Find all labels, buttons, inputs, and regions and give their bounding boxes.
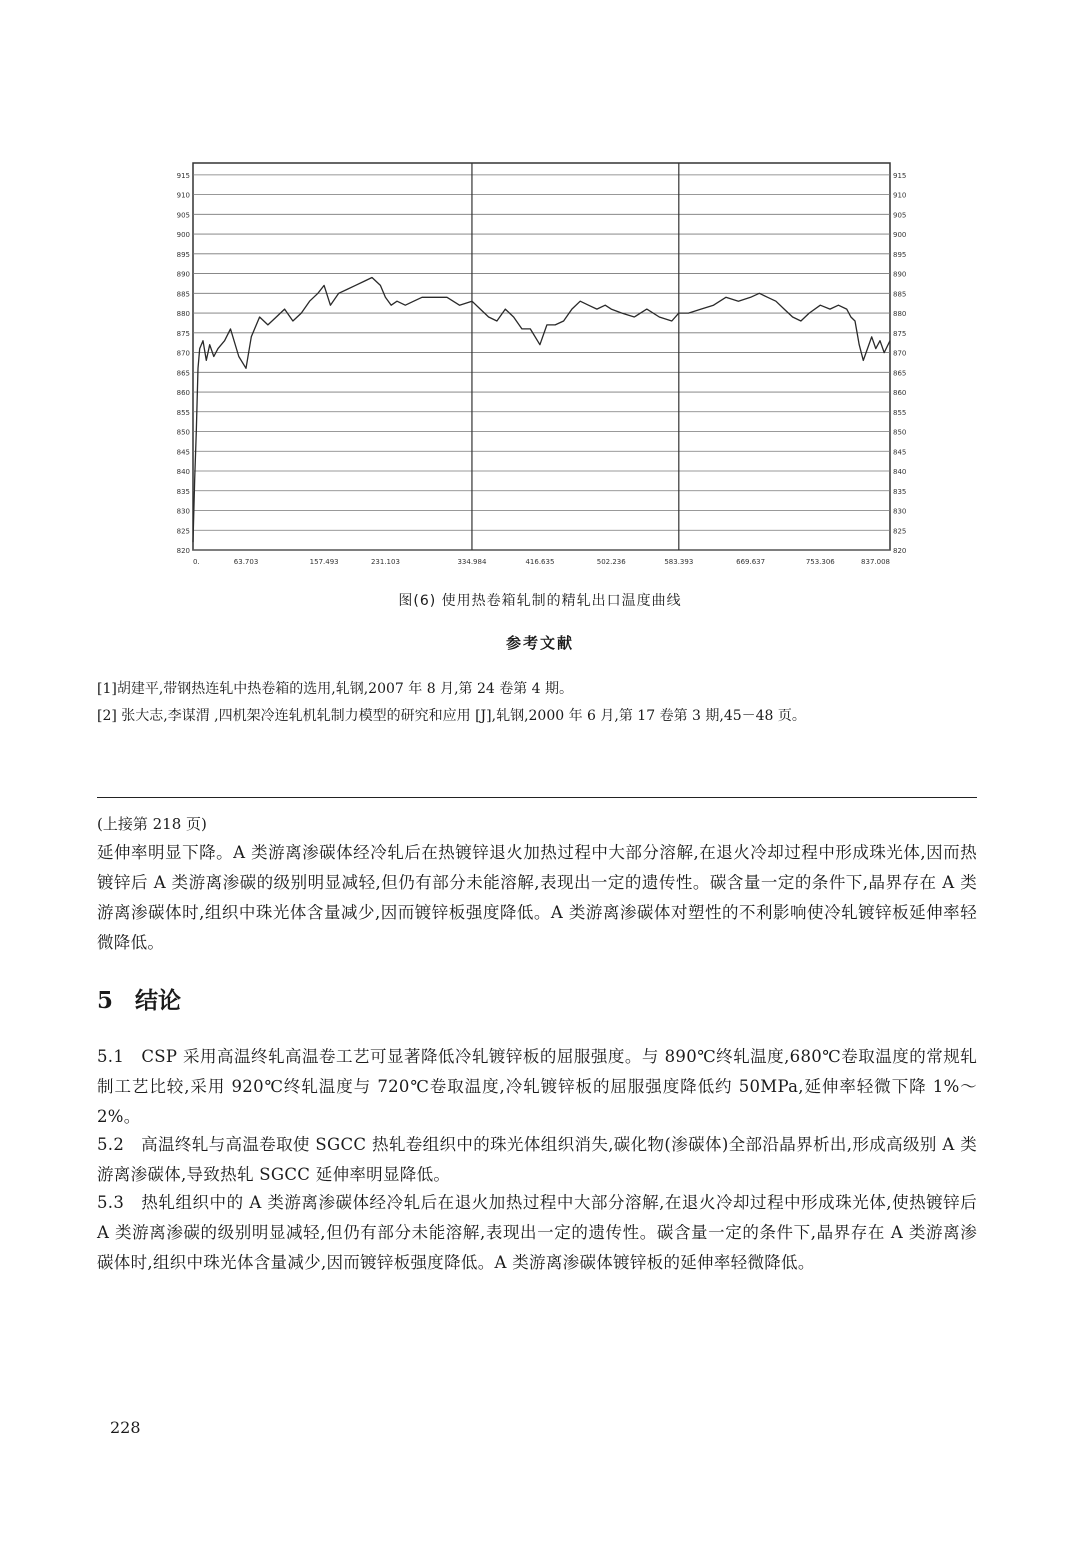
y-tick-label-left: 910 [176, 191, 190, 200]
x-tick-label: 334.984 [457, 558, 487, 566]
x-tick-label: 63.703 [233, 558, 259, 566]
y-tick-label-right: 855 [893, 408, 907, 417]
y-tick-label-right: 895 [893, 250, 907, 259]
y-tick-label-left: 895 [176, 250, 190, 259]
y-tick-label-left: 870 [176, 349, 190, 358]
x-tick-label: 669.637 [736, 558, 766, 566]
y-tick-label-right: 905 [893, 211, 907, 220]
y-tick-label-right: 845 [893, 448, 907, 457]
x-tick-label: 583.393 [664, 558, 694, 566]
divider-line [97, 797, 977, 798]
x-tick-label: 837.008 [861, 558, 890, 566]
y-tick-label-right: 835 [893, 487, 907, 496]
x-tick-label: 0. [193, 558, 200, 566]
y-tick-label-left: 890 [176, 270, 190, 279]
conclusion-paragraph: 5.1 CSP 采用高温终轧高温卷工艺可显著降低冷轧镀锌板的屈服强度。与 890℃终轧温度,680℃卷取温度的常规轧制工艺比较,采用 920℃终轧温度与 720℃卷取温度,冷轧镀锌板的屈服强度降低约 50MPa,延伸率轻微下降 1%～2%。 [97, 1047, 977, 1126]
y-tick-label-left: 830 [176, 507, 190, 516]
continuation-note: (上接第 218 页) [97, 815, 207, 833]
y-tick-label-left: 905 [176, 211, 190, 220]
y-tick-label-right: 870 [893, 349, 907, 358]
conclusion-paragraph: 5.3 热轧组织中的 A 类游离渗碳体经冷轧后在退火加热过程中大部分溶解,在退火冷却过程中形成珠光体,使热镀锌后 A 类游离渗碳的级别明显减轻,但仍有部分未能溶解,表现出一定的遗传性。碳含量一定的条件下,晶界存在 A 类游离渗碳体时,组织中珠光体含量减少,因而镀锌板强度降低。A 类游离渗碳体镀锌板的延伸率轻微降低。 [97, 1193, 977, 1272]
reference-item: [2] 张大志,李谋渭 ,四机架冷连轧机轧制力模型的研究和应用 [J],轧钢,2000 年 6 月,第 17 卷第 3 期,45－48 页。 [97, 708, 806, 724]
y-tick-label-left: 840 [176, 468, 190, 477]
temperature-chart [165, 155, 915, 575]
y-tick-label-right: 890 [893, 270, 907, 279]
y-tick-label-left: 825 [176, 527, 190, 536]
x-tick-label: 157.493 [309, 558, 339, 566]
x-tick-label: 502.236 [596, 558, 626, 566]
y-tick-label-left: 850 [176, 428, 190, 437]
section-title: 结论 [135, 987, 181, 1014]
y-tick-label-left: 865 [176, 369, 190, 378]
chart-svg [165, 155, 915, 575]
reference-list [97, 676, 977, 730]
y-tick-label-left: 820 [176, 547, 190, 555]
y-tick-label-left: 880 [176, 310, 190, 319]
plot-frame [193, 163, 890, 550]
y-tick-label-right: 850 [893, 428, 907, 437]
y-tick-label-left: 835 [176, 487, 190, 496]
y-tick-label-right: 885 [893, 290, 907, 299]
x-tick-label: 753.306 [805, 558, 835, 566]
y-tick-label-left: 875 [176, 329, 190, 338]
y-tick-label-right: 820 [893, 547, 907, 555]
y-tick-label-right: 900 [893, 231, 907, 240]
y-tick-label-right: 875 [893, 329, 907, 338]
x-tick-label: 416.635 [525, 558, 555, 566]
y-tick-label-left: 860 [176, 389, 190, 398]
y-tick-label-right: 830 [893, 507, 907, 516]
y-tick-label-right: 880 [893, 310, 907, 319]
continuation-paragraph: 延伸率明显下降。A 类游离渗碳体经冷轧后在热镀锌退火加热过程中大部分溶解,在退火冷却过程中形成珠光体,因而热镀锌后 A 类游离渗碳的级别明显减轻,但仍有部分未能溶解,表现出一定的遗传性。碳含量一定的条件下,晶界存在 A 类游离渗碳体时,组织中珠光体含量减少,因而镀锌板强度降低。A 类游离渗碳体对塑性的不利影响使冷轧镀锌板延伸率轻微降低。 [97, 843, 977, 952]
y-tick-label-right: 860 [893, 389, 907, 398]
y-tick-label-right: 825 [893, 527, 907, 536]
y-tick-label-left: 855 [176, 408, 190, 417]
y-tick-label-left: 915 [176, 171, 190, 180]
y-tick-label-left: 845 [176, 448, 190, 457]
section-number: 5 [97, 987, 114, 1014]
y-tick-label-right: 840 [893, 468, 907, 477]
y-tick-label-right: 910 [893, 191, 907, 200]
y-tick-label-left: 885 [176, 290, 190, 299]
section-heading [97, 982, 181, 1015]
x-tick-label: 231.103 [370, 558, 400, 566]
conclusion-paragraph: 5.2 高温终轧与高温卷取使 SGCC 热轧卷组织中的珠光体组织消失,碳化物(渗碳体)全部沿晶界析出,形成高级别 A 类游离渗碳体,导致热轧 SGCC 延伸率明显降低。 [97, 1135, 977, 1184]
y-tick-label-right: 915 [893, 171, 907, 180]
figure-caption: 图(6) 使用热卷箱轧制的精轧出口温度曲线 [398, 593, 682, 609]
y-tick-label-right: 865 [893, 369, 907, 378]
y-tick-label-left: 900 [176, 231, 190, 240]
references-title: 参考文献 [505, 634, 574, 652]
page-number: 228 [110, 1418, 141, 1437]
reference-item: [1]胡建平,带钢热连轧中热卷箱的选用,轧钢,2007 年 8 月,第 24 卷第 4 期。 [97, 681, 574, 697]
